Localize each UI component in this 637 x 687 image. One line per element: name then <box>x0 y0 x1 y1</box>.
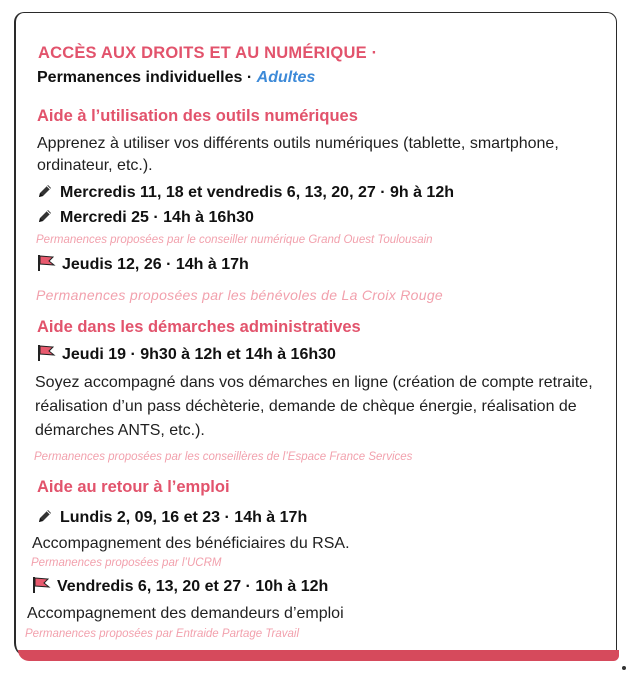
provider-note: Permanences proposées par l’UCRM <box>31 557 222 569</box>
schedule-row <box>36 507 307 530</box>
schedule-row <box>36 207 254 230</box>
section1-desc-line2: ordinateur, etc.). <box>37 157 153 174</box>
schedule-text: Vendredis 6, 13, 20 et 27 · 10h à 12h <box>57 578 329 595</box>
scan-speck <box>622 666 626 670</box>
section1-desc-line1: Apprenez à utiliser vos différents outils numériques (tablette, smartphone, <box>37 135 559 152</box>
flag-icon <box>36 254 56 277</box>
provider-note: Permanences proposées par les conseillères de l’Espace France Services <box>34 451 413 463</box>
pencil-icon <box>36 507 54 530</box>
section2-desc-line1: Soyez accompagné dans vos démarches en ligne (création de compte retraite, <box>35 374 593 391</box>
section2-desc-line2: réalisation d’un pass déchèterie, demande de chèque énergie, réalisation de <box>35 398 577 415</box>
schedule-row <box>36 182 454 205</box>
section-title-employment: Aide au retour à l’emploi <box>37 478 230 496</box>
schedule-row <box>31 576 328 599</box>
bottom-accent-bar <box>18 650 619 661</box>
subtitle <box>37 69 315 87</box>
schedule-text: Lundis 2, 09, 16 et 23 · 14h à 17h <box>60 509 308 526</box>
pencil-icon <box>36 182 54 205</box>
audience-tag: Adultes <box>256 69 316 86</box>
schedule-text: Jeudi 19 · 9h30 à 12h et 14h à 16h30 <box>62 346 336 363</box>
schedule-text: Jeudis 12, 26 · 14h à 17h <box>62 256 249 273</box>
section2-desc-line3: démarches ANTS, etc.). <box>35 422 205 439</box>
subtitle-text: Permanences individuelles · <box>37 69 253 86</box>
flag-icon <box>31 576 51 599</box>
schedule-text: Mercredis 11, 18 et vendredis 6, 13, 20, 27 · 9h à 12h <box>60 184 454 201</box>
schedule-text: Mercredi 25 · 14h à 16h30 <box>60 209 254 226</box>
provider-note: Permanences proposées par Entraide Partage Travail <box>25 628 300 640</box>
pencil-icon <box>36 207 54 230</box>
main-title: ACCÈS AUX DROITS ET AU NUMÉRIQUE · <box>38 44 378 62</box>
flag-icon <box>36 344 56 367</box>
section3-desc1: Accompagnement des bénéficiaires du RSA. <box>32 535 350 552</box>
schedule-row <box>36 254 249 277</box>
provider-note: Permanences proposées par les bénévoles de La Croix Rouge <box>36 287 444 303</box>
provider-note: Permanences proposées par le conseiller numérique Grand Ouest Toulousain <box>36 234 433 246</box>
schedule-row <box>36 344 336 367</box>
section-title-admin: Aide dans les démarches administratives <box>37 318 361 336</box>
section-title-digital-tools: Aide à l’utilisation des outils numériques <box>37 107 358 125</box>
section3-desc2: Accompagnement des demandeurs d’emploi <box>27 605 344 622</box>
